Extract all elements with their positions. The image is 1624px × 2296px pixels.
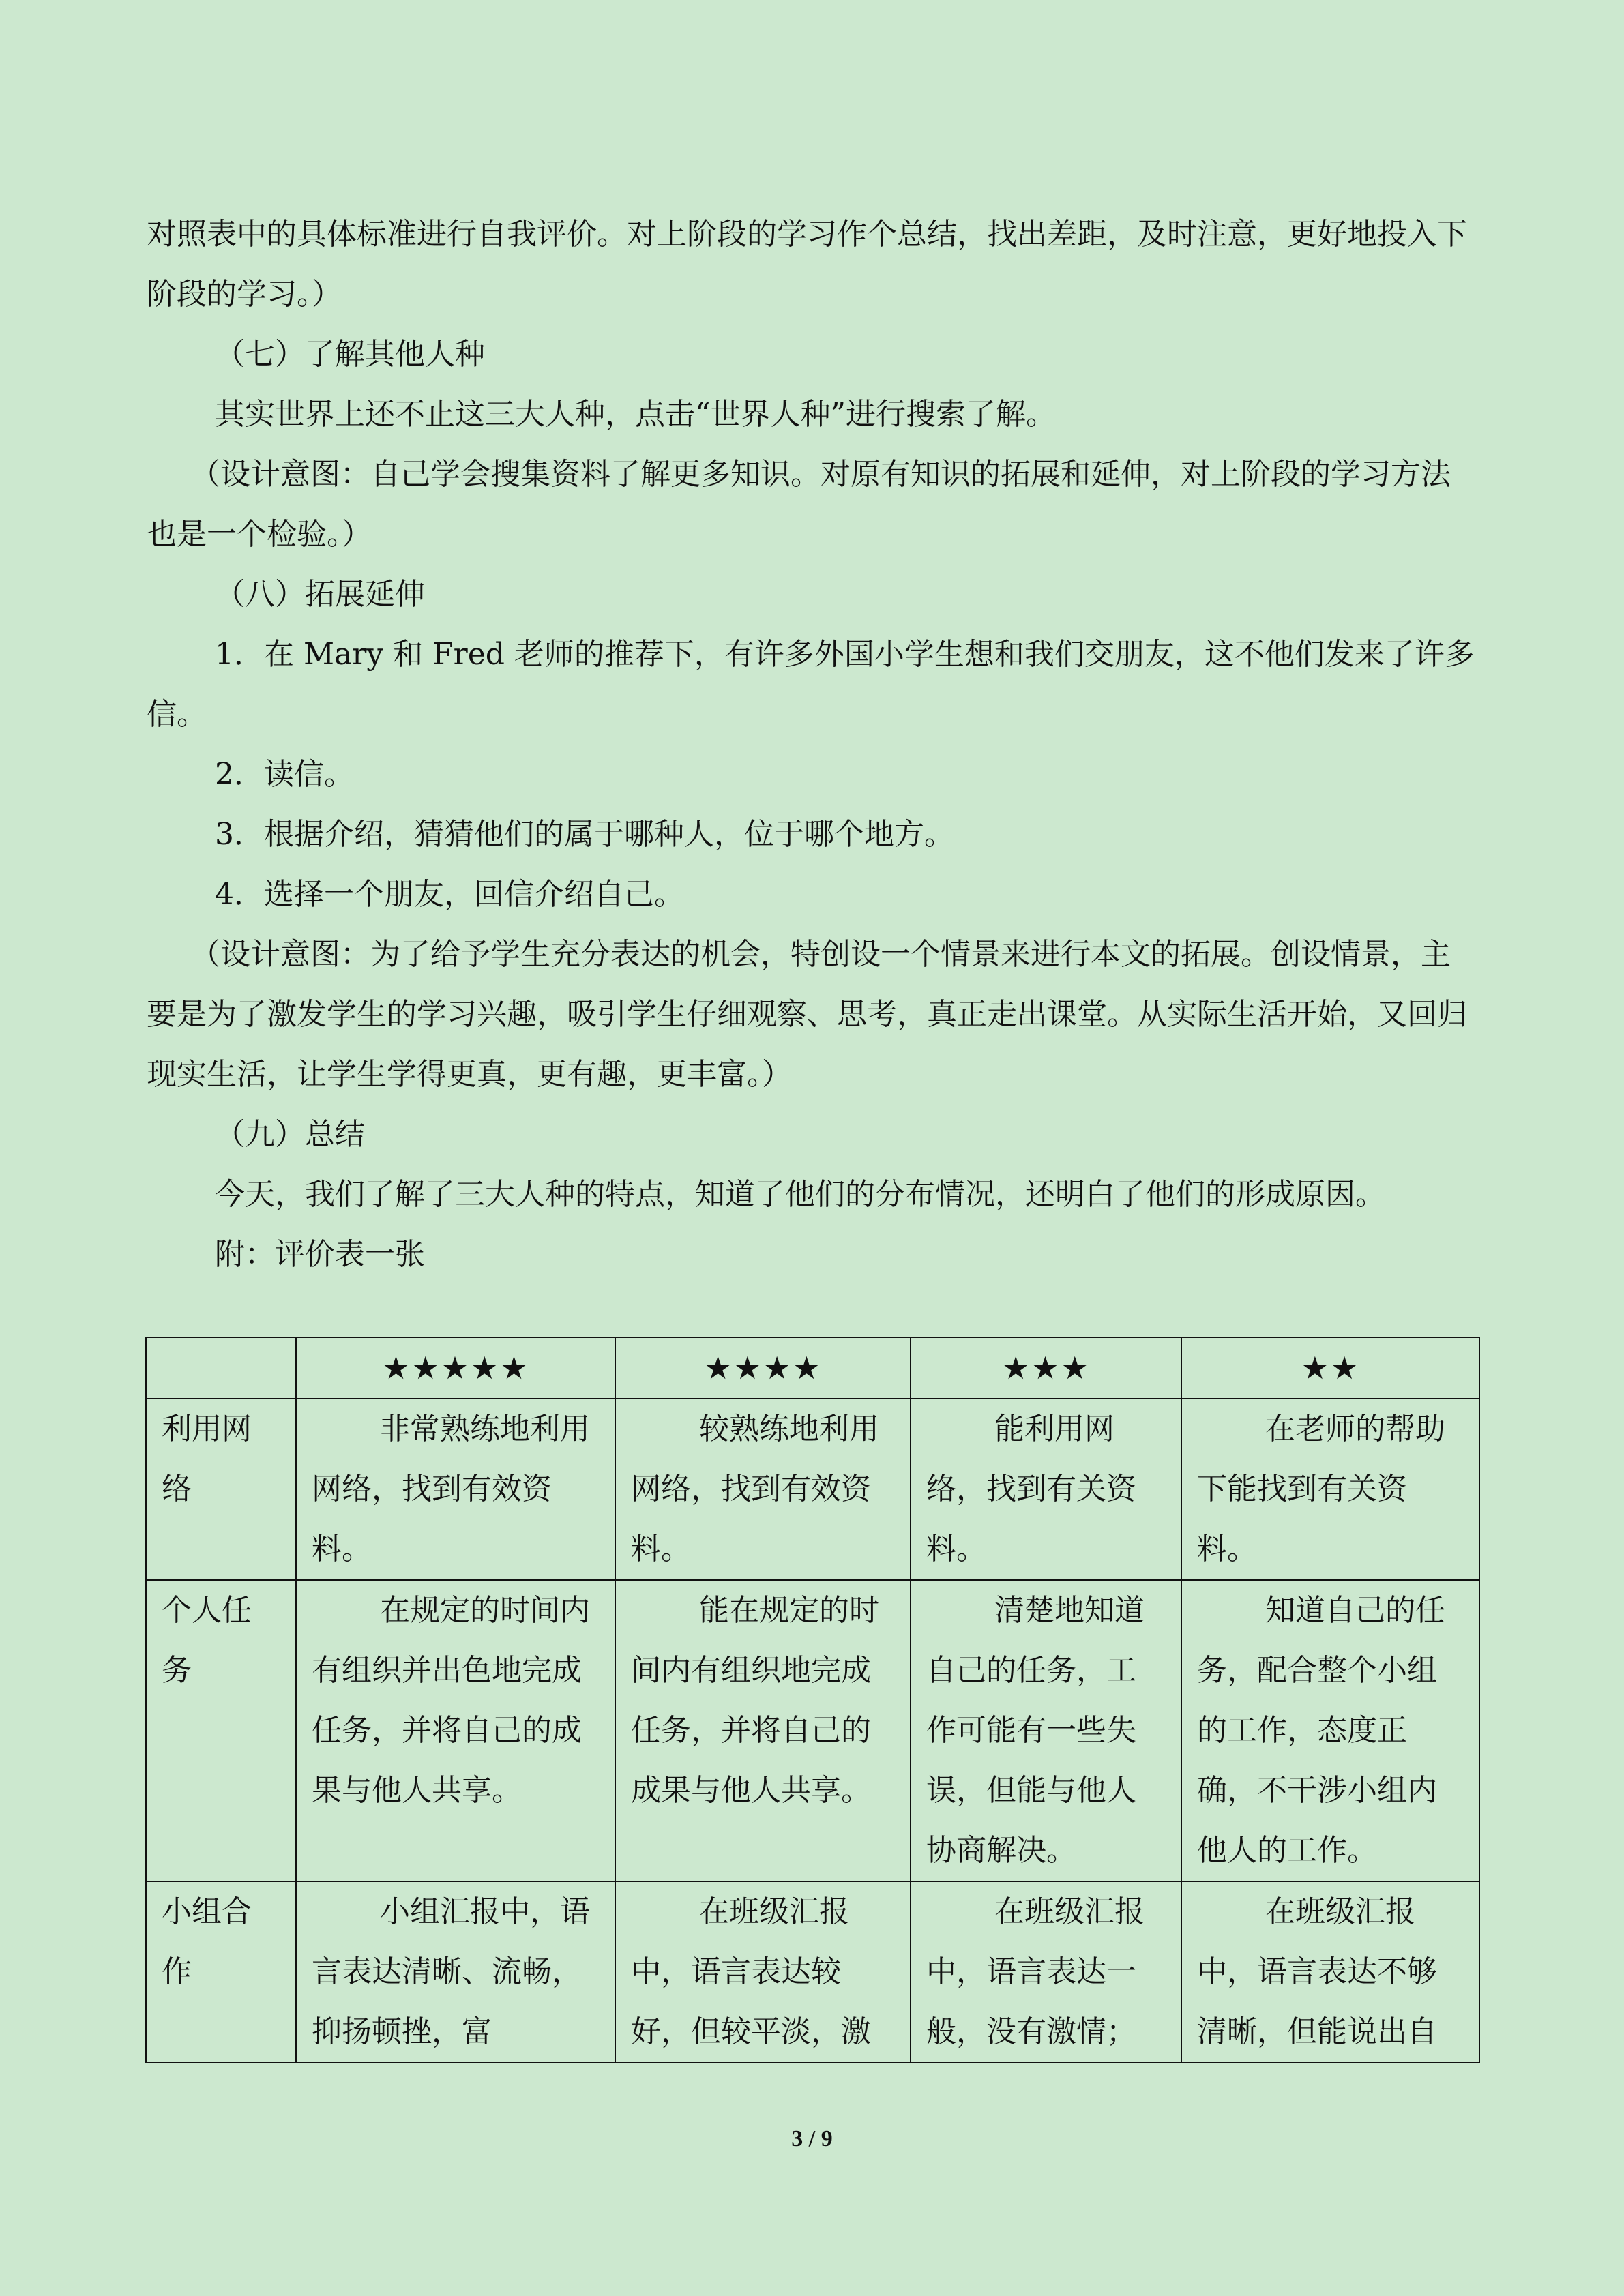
table-cell [911, 1881, 1181, 2063]
cell-text: 能在规定的时间内有组织地完成任务，并将自己的成果与他人共享。 [631, 1593, 879, 1808]
table-row-heading [146, 1580, 296, 1881]
table-row-heading [146, 1399, 296, 1580]
table-cell [296, 1399, 615, 1580]
table-cell [296, 1580, 615, 1881]
cell-text: 较熟练地利用网络，找到有效资料。 [631, 1412, 879, 1566]
list-item-4: 4．选择一个朋友，回信介绍自己。 [215, 877, 684, 912]
table-header-five-stars: ★★★★★ [296, 1337, 615, 1399]
table-header-cell [146, 1337, 296, 1399]
table-header-four-stars: ★★★★ [615, 1337, 911, 1399]
list-item-1: 1．在 Mary 和 Fred 老师的推荐下，有许多外国小学生想和我们交朋友，这不他们发来了许多信。 [147, 637, 1475, 732]
table-cell [615, 1399, 911, 1580]
table-cell [615, 1881, 911, 2063]
cell-text: 个人任务 [162, 1593, 252, 1688]
design-intent-2: （设计意图：为了给予学生充分表达的机会，特创设一个情景来进行本文的拓展。创设情景，主要是为了激发学生的学习兴趣，吸引学生仔细观察、思考，真正走出课堂。从实际生活开始，又回归现实生活，让学生学得更真，更有趣，更丰富。） [147, 937, 1467, 1092]
cell-text: 清楚地知道自己的任务，工作可能有一些失误，但能与他人协商解决。 [926, 1593, 1145, 1868]
cell-text: 小组汇报中，语言表达清晰、流畅，抑扬顿挫，富 [312, 1894, 590, 2049]
table-row [146, 1881, 1479, 2063]
design-intent-1: （设计意图：自己学会搜集资料了解更多知识。对原有知识的拓展和延伸，对上阶段的学习方法也是一个检验。） [147, 457, 1451, 552]
cell-text: 在班级汇报中，语言表达较好，但较平淡，激 [631, 1894, 871, 2049]
list-item-3: 3．根据介绍，猜猜他们的属于哪种人，位于哪个地方。 [215, 817, 954, 852]
table-row [146, 1580, 1479, 1881]
table-header-three-stars: ★★★ [911, 1337, 1181, 1399]
cell-text: 非常熟练地利用网络，找到有效资料。 [312, 1412, 590, 1566]
table-header-row [146, 1337, 1479, 1399]
appendix-note: 附：评价表一张 [215, 1237, 425, 1272]
cell-text: 在规定的时间内有组织并出色地完成任务，并将自己的成果与他人共享。 [312, 1593, 590, 1808]
section-heading-8: （八）拓展延伸 [215, 577, 425, 612]
summary-paragraph: 今天，我们了解了三大人种的特点，知道了他们的分布情况，还明白了他们的形成原因。 [215, 1177, 1385, 1212]
table-cell [911, 1580, 1181, 1881]
table-row [146, 1399, 1479, 1580]
evaluation-table [145, 1337, 1480, 2063]
table-row-heading [146, 1881, 296, 2063]
table-cell [615, 1580, 911, 1881]
cell-text: 能利用网络，找到有关资料。 [926, 1412, 1136, 1566]
table-cell [1181, 1580, 1479, 1881]
table-cell [296, 1881, 615, 2063]
cell-text: 利用网络 [162, 1412, 252, 1506]
table-cell [911, 1399, 1181, 1580]
table-header-two-stars: ★★ [1181, 1337, 1479, 1399]
paragraph-2: 其实世界上还不止这三大人种，点击“世界人种”进行搜索了解。 [215, 397, 1056, 432]
table-cell [1181, 1399, 1479, 1580]
document-body [147, 205, 1480, 1285]
cell-text: 在班级汇报中，语言表达不够清晰，但能说出自 [1197, 1894, 1437, 2049]
cell-text: 小组合作 [162, 1894, 252, 1989]
cell-text: 在班级汇报中，语言表达一般，没有激情； [926, 1894, 1145, 2049]
table-cell [1181, 1881, 1479, 2063]
cell-text: 知道自己的任务，配合整个小组的工作，态度正确，不干涉小组内他人的工作。 [1197, 1593, 1445, 1868]
page-number: 3 / 9 [791, 2126, 833, 2151]
list-item-2: 2．读信。 [215, 757, 354, 792]
paragraph-1: 对照表中的具体标准进行自我评价。对上阶段的学习作个总结，找出差距，及时注意，更好地投入下阶段的学习。） [147, 217, 1467, 312]
section-heading-9: （九）总结 [215, 1117, 365, 1152]
cell-text: 在老师的帮助下能找到有关资料。 [1197, 1412, 1445, 1566]
section-heading-7: （七）了解其他人种 [215, 337, 485, 372]
